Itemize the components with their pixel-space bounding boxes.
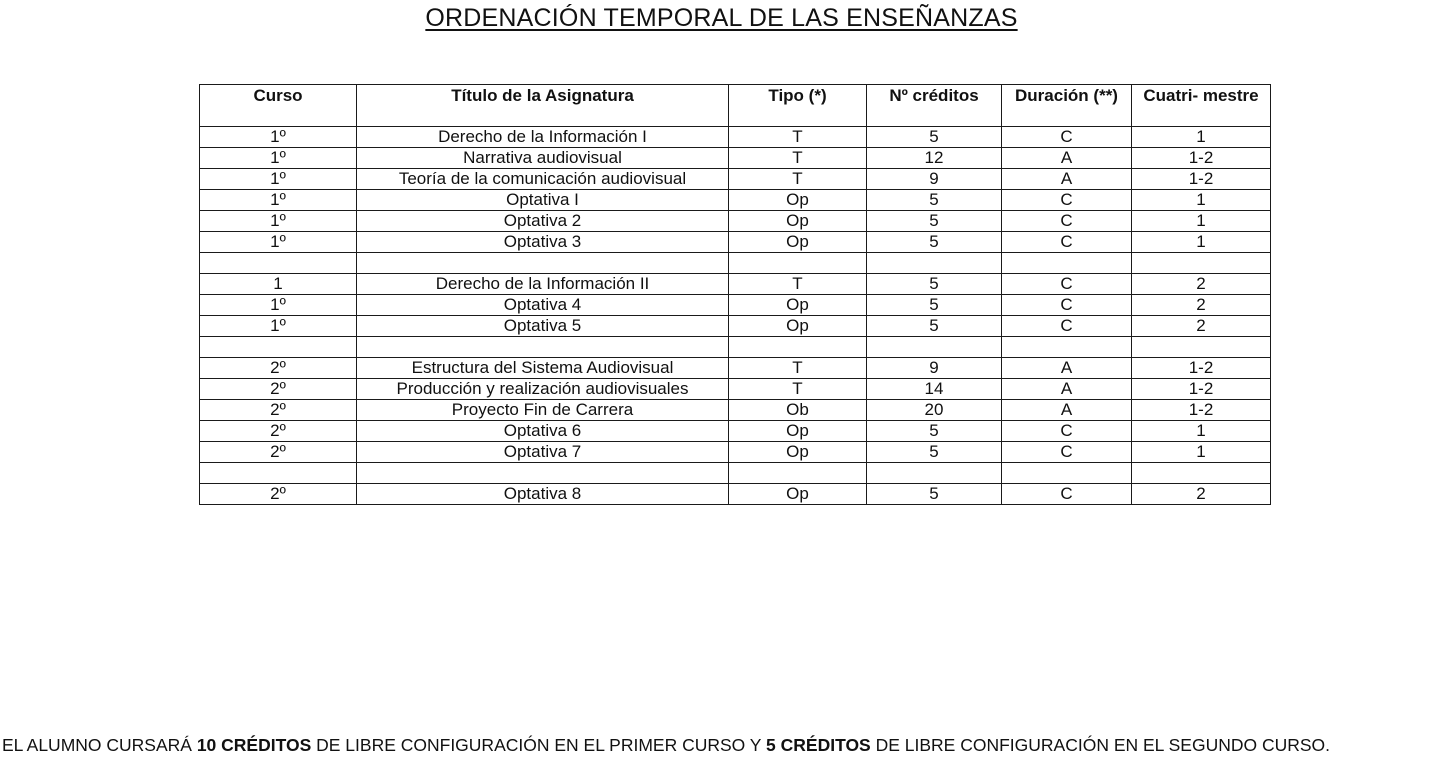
footer-text-3: DE LIBRE CONFIGURACIÓN EN EL SEGUNDO CURSO. xyxy=(870,735,1331,755)
footer-text-2: DE LIBRE CONFIGURACIÓN EN EL PRIMER CURSO Y xyxy=(311,735,767,755)
cell-curso: 2º xyxy=(200,379,357,400)
cell-titulo: Optativa 7 xyxy=(357,442,729,463)
table-row xyxy=(200,484,1271,505)
footer-bold-2: 5 CRÉDITOS xyxy=(766,735,871,755)
cell-duracion: A xyxy=(1002,358,1132,379)
cell-cuatrimestre: 2 xyxy=(1132,295,1271,316)
cell-tipo: Op xyxy=(729,211,867,232)
footer-note xyxy=(2,736,1442,755)
cell-duracion: C xyxy=(1002,274,1132,295)
table-row xyxy=(200,169,1271,190)
table-row-empty xyxy=(200,253,1271,274)
cell-creditos: 5 xyxy=(867,274,1002,295)
cell-curso: 2º xyxy=(200,400,357,421)
footer-bold-1: 10 CRÉDITOS xyxy=(196,735,312,755)
cell-tipo: T xyxy=(729,358,867,379)
cell-duracion: C xyxy=(1002,127,1132,148)
cell-tipo: T xyxy=(729,148,867,169)
cell-duracion: C xyxy=(1002,421,1132,442)
cell-cuatrimestre: 1-2 xyxy=(1132,400,1271,421)
cell-duracion: A xyxy=(1002,379,1132,400)
table-row xyxy=(200,295,1271,316)
table-row xyxy=(200,211,1271,232)
cell-curso: 1º xyxy=(200,169,357,190)
cell-creditos: 12 xyxy=(867,148,1002,169)
cell-cuatrimestre: 1 xyxy=(1132,190,1271,211)
cell-titulo: Proyecto Fin de Carrera xyxy=(357,400,729,421)
cell-duracion: A xyxy=(1002,148,1132,169)
cell-titulo: Optativa I xyxy=(357,190,729,211)
cell-cuatrimestre: 1 xyxy=(1132,127,1271,148)
cell-curso: 1 xyxy=(200,274,357,295)
cell-curso: 2º xyxy=(200,358,357,379)
table-row xyxy=(200,400,1271,421)
cell-titulo: Derecho de la Información I xyxy=(357,127,729,148)
cell-titulo xyxy=(357,253,729,274)
cell-curso: 1º xyxy=(200,316,357,337)
cell-duracion xyxy=(1002,463,1132,484)
header-curso: Curso xyxy=(200,85,357,127)
cell-cuatrimestre: 1-2 xyxy=(1132,169,1271,190)
cell-curso: 1º xyxy=(200,232,357,253)
table-row xyxy=(200,358,1271,379)
cell-cuatrimestre xyxy=(1132,253,1271,274)
cell-tipo: Ob xyxy=(729,400,867,421)
cell-creditos: 5 xyxy=(867,295,1002,316)
cell-titulo xyxy=(357,463,729,484)
cell-creditos: 5 xyxy=(867,442,1002,463)
cell-curso: 1º xyxy=(200,148,357,169)
cell-curso: 1º xyxy=(200,190,357,211)
cell-tipo: Op xyxy=(729,190,867,211)
cell-curso: 2º xyxy=(200,484,357,505)
cell-titulo: Optativa 2 xyxy=(357,211,729,232)
cell-tipo: T xyxy=(729,274,867,295)
cell-titulo: Optativa 6 xyxy=(357,421,729,442)
cell-tipo: T xyxy=(729,169,867,190)
cell-cuatrimestre: 1 xyxy=(1132,421,1271,442)
cell-titulo: Narrativa audiovisual xyxy=(357,148,729,169)
page-title: ORDENACIÓN TEMPORAL DE LAS ENSEÑANZAS xyxy=(425,4,1018,32)
table-row-empty xyxy=(200,463,1271,484)
cell-creditos: 20 xyxy=(867,400,1002,421)
cell-tipo xyxy=(729,253,867,274)
cell-cuatrimestre: 1 xyxy=(1132,442,1271,463)
cell-duracion: C xyxy=(1002,211,1132,232)
table-row xyxy=(200,232,1271,253)
cell-titulo: Teoría de la comunicación audiovisual xyxy=(357,169,729,190)
table-header-row xyxy=(200,85,1271,127)
table-row xyxy=(200,190,1271,211)
cell-duracion: A xyxy=(1002,169,1132,190)
cell-titulo: Optativa 4 xyxy=(357,295,729,316)
cell-creditos xyxy=(867,253,1002,274)
cell-tipo: Op xyxy=(729,442,867,463)
table-row xyxy=(200,148,1271,169)
cell-creditos: 5 xyxy=(867,421,1002,442)
cell-creditos xyxy=(867,463,1002,484)
cell-tipo: Op xyxy=(729,484,867,505)
cell-titulo: Derecho de la Información II xyxy=(357,274,729,295)
cell-cuatrimestre: 1 xyxy=(1132,211,1271,232)
footer-text-1: EL ALUMNO CURSARÁ xyxy=(2,735,197,755)
cell-curso xyxy=(200,463,357,484)
cell-titulo: Optativa 5 xyxy=(357,316,729,337)
cell-titulo: Producción y realización audiovisuales xyxy=(357,379,729,400)
cell-cuatrimestre: 1-2 xyxy=(1132,148,1271,169)
table-row xyxy=(200,274,1271,295)
table-row xyxy=(200,316,1271,337)
header-cuatrimestre: Cuatri- mestre xyxy=(1132,85,1271,127)
cell-cuatrimestre: 1-2 xyxy=(1132,358,1271,379)
cell-tipo: Op xyxy=(729,295,867,316)
cell-creditos: 5 xyxy=(867,316,1002,337)
cell-creditos: 5 xyxy=(867,211,1002,232)
table-row-empty xyxy=(200,337,1271,358)
cell-curso: 2º xyxy=(200,421,357,442)
cell-tipo: Op xyxy=(729,421,867,442)
table-row xyxy=(200,379,1271,400)
cell-tipo: Op xyxy=(729,316,867,337)
cell-cuatrimestre: 1 xyxy=(1132,232,1271,253)
cell-tipo: Op xyxy=(729,232,867,253)
cell-tipo xyxy=(729,463,867,484)
cell-duracion: C xyxy=(1002,232,1132,253)
cell-cuatrimestre: 2 xyxy=(1132,274,1271,295)
header-tipo: Tipo (*) xyxy=(729,85,867,127)
cell-creditos: 9 xyxy=(867,169,1002,190)
header-duracion: Duración (**) xyxy=(1002,85,1132,127)
cell-duracion: C xyxy=(1002,190,1132,211)
cell-titulo: Optativa 3 xyxy=(357,232,729,253)
cell-duracion: C xyxy=(1002,295,1132,316)
cell-duracion xyxy=(1002,337,1132,358)
cell-titulo: Estructura del Sistema Audiovisual xyxy=(357,358,729,379)
cell-curso: 1º xyxy=(200,211,357,232)
cell-creditos xyxy=(867,337,1002,358)
table-row xyxy=(200,127,1271,148)
cell-cuatrimestre: 2 xyxy=(1132,316,1271,337)
cell-curso: 2º xyxy=(200,442,357,463)
header-titulo: Título de la Asignatura xyxy=(357,85,729,127)
cell-titulo xyxy=(357,337,729,358)
cell-tipo: T xyxy=(729,379,867,400)
cell-cuatrimestre: 2 xyxy=(1132,484,1271,505)
cell-creditos: 5 xyxy=(867,127,1002,148)
cell-curso: 1º xyxy=(200,295,357,316)
cell-cuatrimestre xyxy=(1132,337,1271,358)
cell-duracion: C xyxy=(1002,484,1132,505)
cell-curso xyxy=(200,253,357,274)
header-creditos: Nº créditos xyxy=(867,85,1002,127)
cell-cuatrimestre xyxy=(1132,463,1271,484)
cell-tipo: T xyxy=(729,127,867,148)
course-schedule-table xyxy=(199,84,1271,505)
table-row xyxy=(200,442,1271,463)
table-row xyxy=(200,421,1271,442)
cell-creditos: 5 xyxy=(867,190,1002,211)
cell-creditos: 5 xyxy=(867,232,1002,253)
cell-curso xyxy=(200,337,357,358)
cell-cuatrimestre: 1-2 xyxy=(1132,379,1271,400)
cell-creditos: 14 xyxy=(867,379,1002,400)
cell-titulo: Optativa 8 xyxy=(357,484,729,505)
cell-creditos: 9 xyxy=(867,358,1002,379)
cell-tipo xyxy=(729,337,867,358)
cell-curso: 1º xyxy=(200,127,357,148)
cell-duracion: C xyxy=(1002,442,1132,463)
cell-duracion xyxy=(1002,253,1132,274)
cell-creditos: 5 xyxy=(867,484,1002,505)
cell-duracion: C xyxy=(1002,316,1132,337)
cell-duracion: A xyxy=(1002,400,1132,421)
